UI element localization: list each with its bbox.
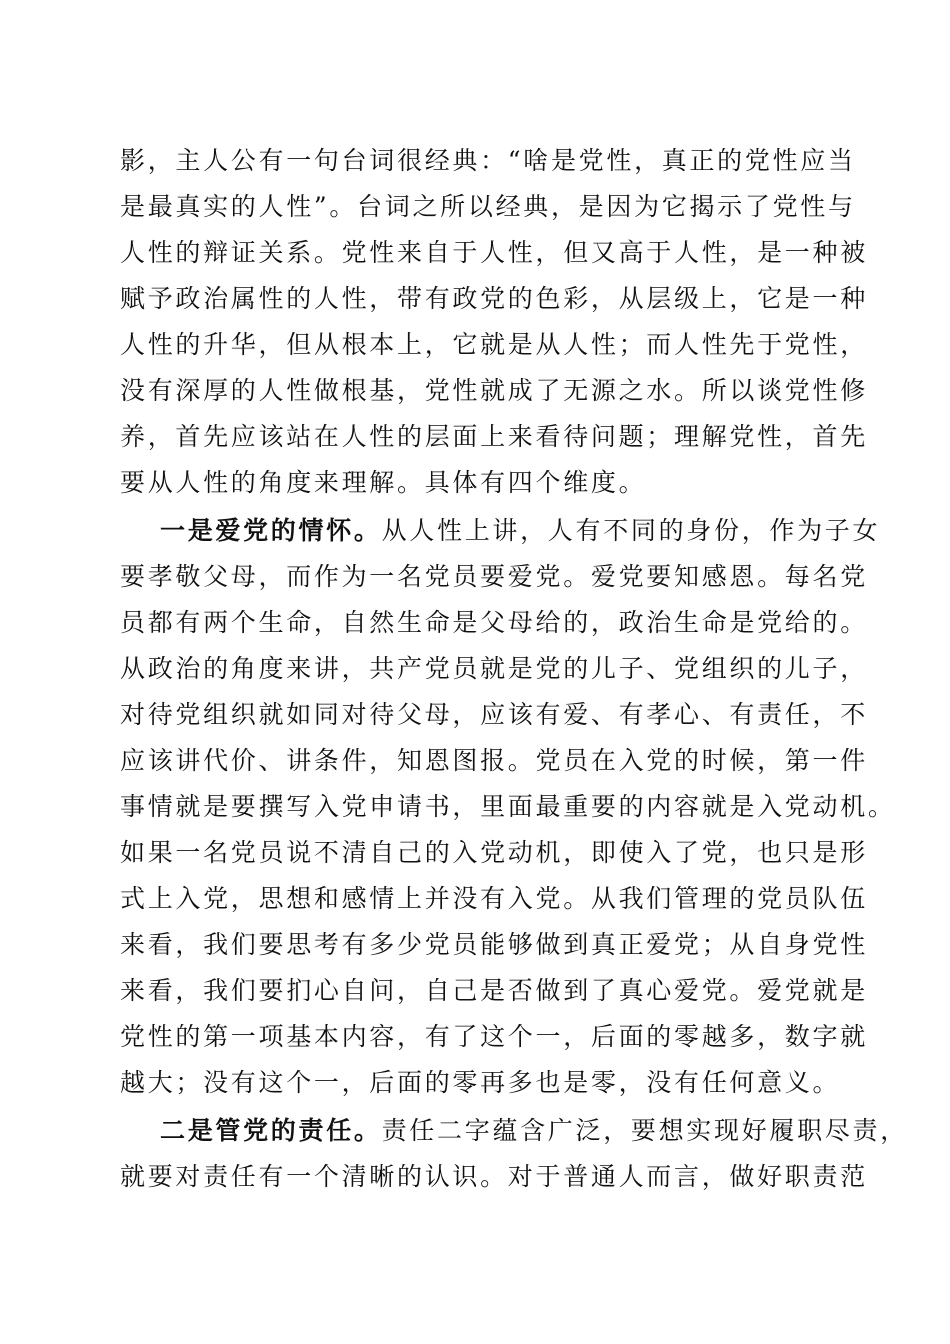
paragraph-heading: 二是管党的责任。 (160, 1116, 382, 1145)
text-line: 来看，我们要扪心自问，自己是否做到了真心爱党。爱党就是 (120, 976, 868, 1005)
text-line: 没有深厚的人性做根基，党性就成了无源之水。所以谈党性修 (120, 376, 868, 405)
text-line: 如果一名党员说不清自己的入党动机，即使入了党，也只是形 (120, 838, 868, 867)
text-line: 人性的辩证关系。党性来自于人性，但又高于人性，是一种被 (120, 238, 868, 267)
text-line: 影，主人公有一句台词很经典：“啥是党性，真正的党性应当 (120, 146, 856, 175)
text-line: 员都有两个生命，自然生命是父母给的，政治生命是党给的。 (120, 608, 868, 637)
text-line: 式上入党，思想和感情上并没有入党。从我们管理的党员队伍 (120, 884, 868, 913)
text-line: 要从人性的角度来理解。具体有四个维度。 (120, 468, 647, 497)
document-body (120, 138, 908, 1200)
text-line: 党性的第一项基本内容，有了这个一，后面的零越多，数字就 (120, 1022, 868, 1051)
text-line: 从政治的角度来讲，共产党员就是党的儿子、党组织的儿子， (120, 654, 868, 683)
paragraph-manage-party (120, 1108, 908, 1200)
text-line: 应该讲代价、讲条件，知恩图报。党员在入党的时候，第一件 (120, 746, 868, 775)
text-line: 赋予政治属性的人性，带有政党的色彩，从层级上，它是一种 (120, 284, 868, 313)
text-line: 来看，我们要思考有多少党员能够做到真正爱党；从自身党性 (120, 930, 868, 959)
text-line: 就要对责任有一个清晰的认识。对于普通人而言，做好职责范 (120, 1162, 868, 1191)
paragraph-intro (120, 138, 868, 506)
text-line (120, 1108, 908, 1154)
text-line: 养，首先应该站在人性的层面上来看待问题；理解党性，首先 (120, 422, 868, 451)
text-line (120, 508, 881, 554)
text-line: 人性的升华，但从根本上，它就是从人性；而人性先于党性， (120, 330, 868, 359)
text-line: 对待党组织就如同对待父母，应该有爱、有孝心、有责任，不 (120, 700, 868, 729)
text-line: 是最真实的人性”。台词之所以经典，是因为它揭示了党性与 (120, 192, 856, 221)
text-run: 从人性上讲，人有不同的身份，作为子女 (381, 516, 881, 545)
text-line: 越大；没有这个一，后面的零再多也是零，没有任何意义。 (120, 1068, 841, 1097)
paragraph-love-party (120, 508, 896, 1106)
text-run: 责任二字蕴含广泛，要想实现好履职尽责， (381, 1116, 908, 1145)
paragraph-heading: 一是爱党的情怀。 (160, 516, 382, 545)
text-line: 事情就是要撰写入党申请书，里面最重要的内容就是入党动机。 (120, 792, 896, 821)
text-line: 要孝敬父母，而作为一名党员要爱党。爱党要知感恩。每名党 (120, 562, 868, 591)
